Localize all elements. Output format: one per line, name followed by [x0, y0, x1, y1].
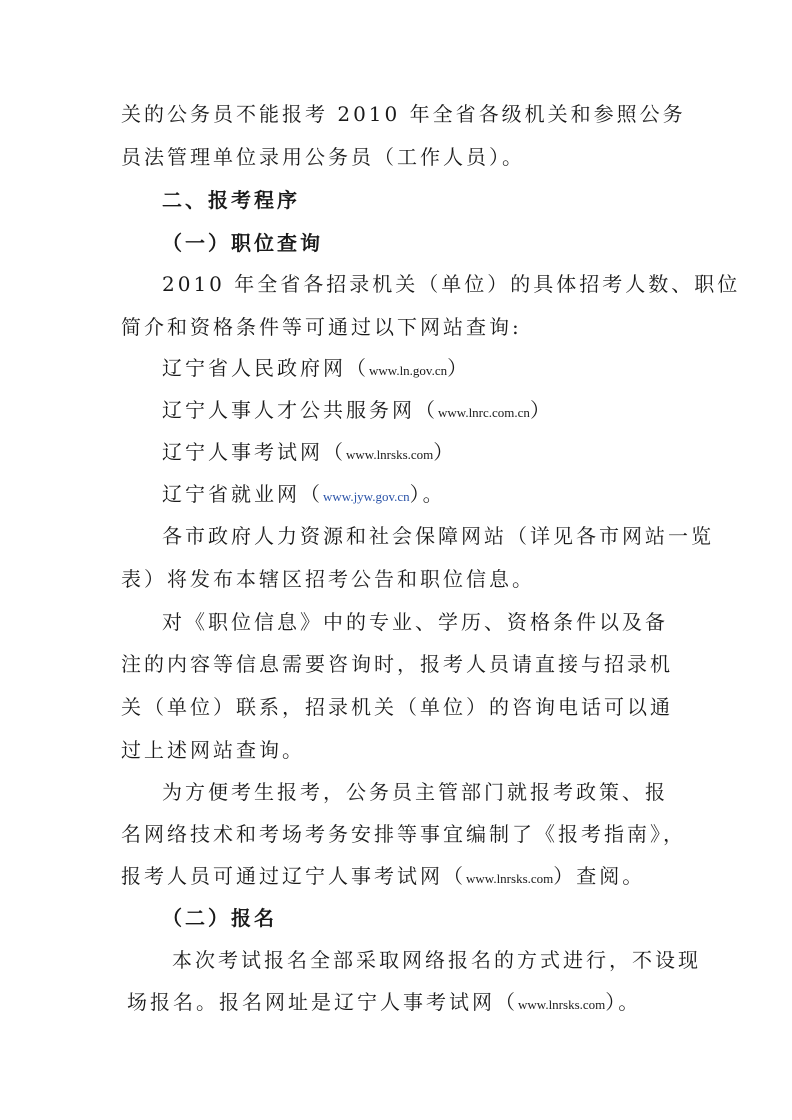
website-item [162, 354, 470, 385]
website-item [162, 480, 446, 511]
section-heading: 二、报考程序 [162, 188, 300, 212]
website-url[interactable]: www.jyw.gov.cn [323, 489, 410, 504]
subsection-heading: （一）职位查询 [162, 231, 323, 255]
paragraph-line: 本次考试报名全部采取网络报名的方式进行，不设现 [172, 948, 701, 972]
website-close: ）。 [409, 482, 446, 506]
paragraph-line: 为方便考生报考，公务员主管部门就报考政策、报 [162, 780, 668, 804]
website-item [162, 438, 456, 469]
paragraph-line [121, 862, 645, 893]
paragraph-line: 关（单位）联系，招录机关（单位）的咨询电话可以通 [121, 695, 673, 719]
text-segment: ）。 [605, 990, 642, 1014]
website-close: ） [433, 440, 457, 464]
website-url[interactable]: www.ln.gov.cn [369, 363, 448, 378]
text-segment: ）查阅。 [553, 864, 646, 888]
subsection-heading: （二）报名 [162, 906, 277, 930]
website-close: ） [447, 356, 471, 380]
website-name: 辽宁人事考试网（ [162, 440, 346, 464]
paragraph-line: 名网络技术和考场考务安排等事宜编制了《报考指南》， [121, 822, 686, 846]
website-url[interactable]: www.lnrsks.com [466, 871, 554, 886]
website-name: 辽宁人事人才公共服务网（ [162, 398, 438, 422]
paragraph-line [127, 988, 641, 1019]
paragraph-line: 2010 年全省各招录机关（单位）的具体招考人数、职位 [162, 272, 741, 296]
website-url[interactable]: www.lnrsks.com [346, 447, 434, 462]
paragraph-line: 表）将发布本辖区招考公告和职位信息。 [121, 567, 535, 591]
paragraph-line: 关的公务员不能报考 2010 年全省各级机关和参照公务 [121, 102, 686, 126]
website-url[interactable]: www.lnrc.com.cn [438, 405, 530, 420]
paragraph-line: 简介和资格条件等可通过以下网站查询: [121, 315, 522, 339]
paragraph-line: 各市政府人力资源和社会保障网站（详见各市网站一览 [162, 524, 714, 548]
text-segment: 场报名。报名网址是辽宁人事考试网（ [127, 990, 518, 1014]
paragraph-line: 过上述网站查询。 [121, 738, 305, 762]
website-item [162, 396, 553, 427]
website-name: 辽宁省人民政府网（ [162, 356, 369, 380]
website-name: 辽宁省就业网（ [162, 482, 323, 506]
paragraph-line: 注的内容等信息需要咨询时，报考人员请直接与招录机 [121, 652, 673, 676]
website-url[interactable]: www.lnrsks.com [518, 997, 606, 1012]
text-segment: 报考人员可通过辽宁人事考试网（ [121, 864, 466, 888]
paragraph-line: 对《职位信息》中的专业、学历、资格条件以及备 [162, 610, 668, 634]
paragraph-line: 员法管理单位录用公务员（工作人员）。 [121, 145, 525, 169]
website-close: ） [529, 398, 553, 422]
